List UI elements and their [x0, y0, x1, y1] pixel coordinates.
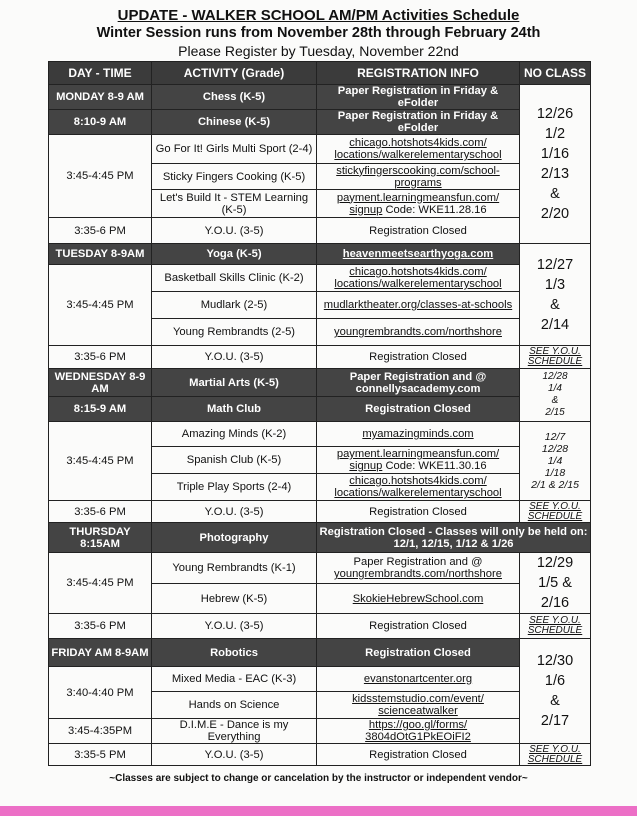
table-row	[49, 553, 591, 584]
no-class-date: 12/27	[536, 256, 574, 273]
no-class-date: 12/30	[536, 653, 574, 669]
registration-link[interactable]: chicago.hotshots4kids.com/ locations/walkerelementaryschool	[317, 474, 520, 501]
day-time-cell: MONDAY 8-9 AM	[49, 85, 152, 110]
activity-cell: Chinese (K-5)	[152, 110, 317, 135]
activity-cell: D.I.M.E - Dance is my Everything	[152, 719, 317, 744]
activity-cell: Y.O.U. (3-5)	[152, 744, 317, 766]
no-class-date: 12/29	[536, 555, 574, 571]
activity-cell: Y.O.U. (3-5)	[152, 614, 317, 639]
registration-cell: Paper Registration and @ connellysacademy.com	[317, 369, 520, 397]
activity-cell: Martial Arts (K-5)	[152, 369, 317, 397]
table-row	[49, 346, 591, 369]
no-class-date: 1/16	[540, 146, 570, 162]
registration-link[interactable]: youngrembrandts.com/northshore	[334, 568, 502, 581]
table-row	[49, 523, 591, 553]
no-class-date: 12/7	[544, 431, 566, 443]
registration-cell: Registration Closed	[317, 397, 520, 422]
activity-cell: Chess (K-5)	[152, 85, 317, 110]
registration-link[interactable]: heavenmeetsearthyoga.com	[317, 244, 520, 265]
registration-cell: Registration Closed	[317, 218, 520, 244]
activity-cell: Hands on Science	[152, 692, 317, 719]
day-time-cell: 3:45-4:45 PM	[49, 553, 152, 614]
registration-cell: Paper Registration in Friday & eFolder	[317, 110, 520, 135]
day-time-cell: 3:40-4:40 PM	[49, 667, 152, 719]
col-no-class: NO CLASS	[520, 62, 591, 85]
no-class-date: 2/13	[540, 166, 570, 182]
table-row	[49, 85, 591, 110]
registration-link[interactable]: payment.learningmeansfun.com/ signup	[336, 191, 500, 216]
registration-cell: Registration Closed - Classes will only be held on: 12/1, 12/15, 1/12 & 1/26	[317, 523, 591, 553]
registration-cell: Registration Closed	[317, 501, 520, 523]
promo-code: Code: WKE11.28.16	[385, 203, 487, 216]
activity-cell: Photography	[152, 523, 317, 553]
no-class-date: 1/2	[544, 126, 566, 142]
activity-cell: Math Club	[152, 397, 317, 422]
activity-cell: Mudlark (2-5)	[152, 292, 317, 319]
no-class-date: 1/18	[544, 467, 566, 479]
registration-cell: Registration Closed	[317, 639, 520, 667]
day-time-cell: 8:10-9 AM	[49, 110, 152, 135]
day-time-cell: FRIDAY AM 8-9AM	[49, 639, 152, 667]
registration-cell: Registration Closed	[317, 744, 520, 766]
day-time-cell: 8:15-9 AM	[49, 397, 152, 422]
day-time-cell: WEDNESDAY 8-9 AM	[49, 369, 152, 397]
disclaimer-footer: ~Classes are subject to change or cancelation by the instructor or independent vendor~	[109, 773, 528, 784]
no-class-date: &	[550, 693, 560, 709]
no-class-cell	[520, 244, 591, 346]
activity-cell: Amazing Minds (K-2)	[152, 422, 317, 447]
no-class-date: 12/28	[542, 371, 568, 382]
no-class-date: 1/5 & 2/16	[538, 575, 572, 611]
day-time-cell: 3:35-6 PM	[49, 501, 152, 523]
registration-cell	[317, 190, 520, 218]
activity-cell: Triple Play Sports (2-4)	[152, 474, 317, 501]
schedule-table	[48, 61, 591, 766]
header-row	[49, 62, 591, 85]
day-time-cell: 3:45-4:45 PM	[49, 265, 152, 346]
page-title: UPDATE - WALKER SCHOOL AM/PM Activities Schedule	[117, 7, 520, 24]
table-row	[49, 110, 591, 135]
page-edge-bar	[0, 806, 637, 816]
table-row	[49, 397, 591, 422]
no-class-date: 2/20	[540, 206, 570, 222]
no-class-date: &	[550, 296, 560, 313]
no-class-cell	[520, 553, 591, 614]
registration-cell: Paper Registration in Friday & eFolder	[317, 85, 520, 110]
day-time-cell: 3:35-5 PM	[49, 744, 152, 766]
activity-cell: Hebrew (K-5)	[152, 584, 317, 614]
see-you-schedule: SEE Y.O.U. SCHEDULE	[520, 346, 591, 369]
activity-cell: Young Rembrandts (2-5)	[152, 319, 317, 346]
table-row	[49, 244, 591, 265]
no-class-date: 1/3	[544, 276, 566, 293]
col-day-time: DAY - TIME	[49, 62, 152, 85]
no-class-cell	[520, 639, 591, 744]
register-deadline: Please Register by Tuesday, November 22nd	[178, 43, 459, 59]
day-time-cell: 3:45-4:45 PM	[49, 135, 152, 218]
registration-cell	[317, 447, 520, 474]
no-class-date: 2/1 & 2/15	[531, 479, 579, 491]
no-class-date: 1/4	[548, 383, 562, 394]
day-time-cell: THURSDAY 8:15AM	[49, 523, 152, 553]
activity-cell: Spanish Club (K-5)	[152, 447, 317, 474]
registration-link[interactable]: youngrembrandts.com/northshore	[317, 319, 520, 346]
registration-link[interactable]: stickyfingerscooking.com/school-programs	[317, 164, 520, 190]
no-class-date: 1/4	[547, 455, 563, 467]
registration-link[interactable]: mudlarktheater.org/classes-at-schools	[317, 292, 520, 319]
col-registration: REGISTRATION INFO	[317, 62, 520, 85]
day-time-cell: 3:35-6 PM	[49, 218, 152, 244]
col-activity: ACTIVITY (Grade)	[152, 62, 317, 85]
no-class-cell	[520, 85, 591, 244]
day-time-cell: 3:45-4:35PM	[49, 719, 152, 744]
no-class-date: 2/14	[540, 316, 570, 333]
registration-link[interactable]: chicago.hotshots4kids.com/ locations/walkerelementaryschool	[317, 135, 520, 164]
registration-link[interactable]: kidsstemstudio.com/event/ scienceatwalker	[317, 692, 520, 719]
activity-cell: Mixed Media - EAC (K-3)	[152, 667, 317, 692]
activity-cell: Basketball Skills Clinic (K-2)	[152, 265, 317, 292]
day-time-cell: 3:35-6 PM	[49, 346, 152, 369]
registration-link[interactable]: SkokieHebrewSchool.com	[317, 584, 520, 614]
activity-cell: Young Rembrandts (K-1)	[152, 553, 317, 584]
registration-cell: Registration Closed	[317, 346, 520, 369]
no-class-date: 12/26	[536, 106, 574, 122]
no-class-date: 2/15	[545, 407, 565, 418]
see-you-schedule: SEE Y.O.U. SCHEDULE	[520, 744, 591, 766]
no-class-cell	[520, 422, 591, 501]
no-class-date: &	[551, 395, 559, 406]
activity-cell: Y.O.U. (3-5)	[152, 218, 317, 244]
registration-link[interactable]: myamazingminds.com	[317, 422, 520, 447]
registration-text: Paper Registration and @	[353, 556, 483, 569]
no-class-date: 12/28	[541, 443, 569, 455]
see-you-schedule: SEE Y.O.U. SCHEDULE	[520, 501, 591, 523]
registration-link[interactable]: chicago.hotshots4kids.com/ locations/walkerelementaryschool	[317, 265, 520, 292]
registration-link[interactable]: evanstonartcenter.org	[317, 667, 520, 692]
no-class-date: &	[550, 186, 560, 202]
activity-cell: Let's Build It - STEM Learning (K-5)	[152, 190, 317, 218]
table-row	[49, 265, 591, 292]
day-time-cell: 3:35-6 PM	[49, 614, 152, 639]
registration-cell: Registration Closed	[317, 614, 520, 639]
table-row	[49, 719, 591, 744]
promo-code: Code: WKE11.30.16	[385, 460, 487, 472]
see-you-schedule: SEE Y.O.U. SCHEDULE	[520, 614, 591, 639]
table-row	[49, 744, 591, 766]
table-row	[49, 614, 591, 639]
activity-cell: Yoga (K-5)	[152, 244, 317, 265]
registration-link[interactable]: payment.learningmeansfun.com/ signup	[336, 448, 500, 472]
day-time-cell: TUESDAY 8-9AM	[49, 244, 152, 265]
activity-cell: Sticky Fingers Cooking (K-5)	[152, 164, 317, 190]
table-row	[49, 422, 591, 447]
table-row	[49, 369, 591, 397]
table-row	[49, 639, 591, 667]
table-row	[49, 135, 591, 164]
activity-cell: Go For It! Girls Multi Sport (2-4)	[152, 135, 317, 164]
table-row	[49, 501, 591, 523]
activity-cell: Robotics	[152, 639, 317, 667]
no-class-date: 1/6	[544, 673, 566, 689]
activity-cell: Y.O.U. (3-5)	[152, 501, 317, 523]
no-class-cell	[520, 369, 591, 422]
table-row	[49, 667, 591, 692]
day-time-cell: 3:45-4:45 PM	[49, 422, 152, 501]
table-row	[49, 218, 591, 244]
activity-cell: Y.O.U. (3-5)	[152, 346, 317, 369]
registration-link[interactable]: https://goo.gl/forms/ 3804dOtG1PkEOiFI2	[317, 719, 520, 744]
no-class-date: 2/17	[540, 713, 570, 729]
session-subtitle: Winter Session runs from November 28th through February 24th	[96, 25, 541, 41]
registration-cell	[317, 553, 520, 584]
